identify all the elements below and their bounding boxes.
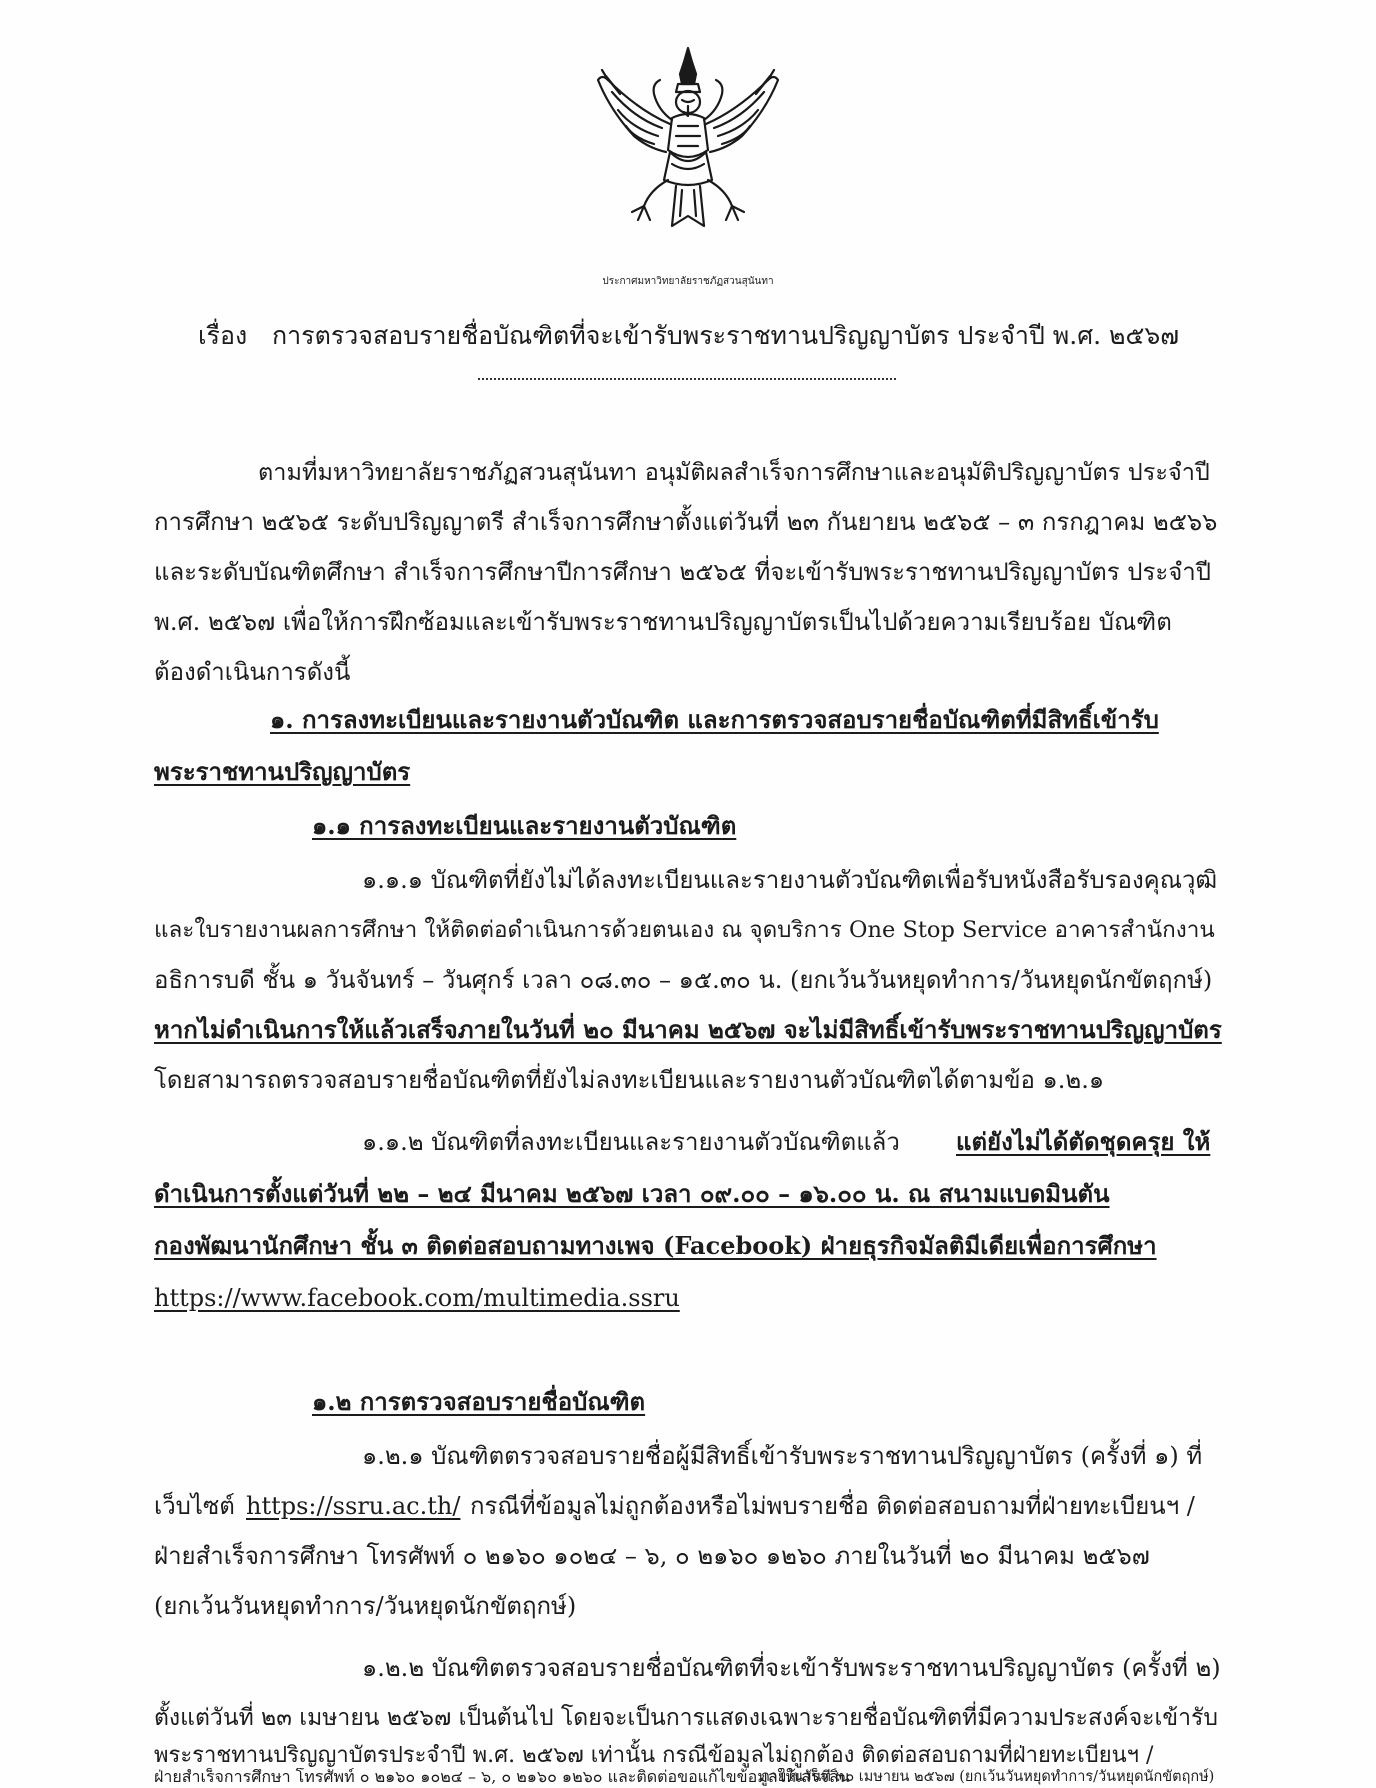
p121-line-2-suffix: กรณีที่ข้อมูลไม่ถูกต้องหรือไม่พบรายชื่อ ติดต่อสอบถามที่ฝ่ายทะเบียนฯ /: [470, 1492, 1195, 1520]
p121-line-4: (ยกเว้นวันหยุดทำการ/วันหยุดนักขัตฤกษ์): [154, 1592, 577, 1620]
facebook-link[interactable]: https://www.facebook.com/multimedia.ssru: [154, 1284, 680, 1312]
p111-line-1: ๑.๑.๑ บัณฑิตที่ยังไม่ได้ลงทะเบียนและรายงานตัวบัณฑิตเพื่อรับหนังสือรับรองคุณวุฒิ: [362, 866, 1218, 894]
p112-line-1-plain: ๑.๑.๒ บัณฑิตที่ลงทะเบียนและรายงานตัวบัณฑิตแล้ว: [362, 1128, 900, 1156]
intro-line-5: ต้องดำเนินการดังนี้: [154, 658, 351, 686]
subsection-1-2-heading: ๑.๒ การตรวจสอบรายชื่อบัณฑิต: [312, 1387, 646, 1416]
garuda-emblem-icon: [588, 40, 788, 240]
announcement-title: ประกาศมหาวิทยาลัยราชภัฏสวนสุนันทา: [602, 276, 774, 287]
intro-line-1: ตามที่มหาวิทยาลัยราชภัฏสวนสุนันทา อนุมัติผลสำเร็จการศึกษาและอนุมัติปริญญาบัตร ประจำปี: [258, 458, 1210, 486]
p111-line-2: และใบรายงานผลการศึกษา ให้ติดต่อดำเนินการด้วยตนเอง ณ จุดบริการ One Stop Service อาคารสำนักงาน: [154, 917, 1215, 943]
subject-text: การตรวจสอบรายชื่อบัณฑิตที่จะเข้ารับพระราชทานปริญญาบัตร ประจำปี พ.ศ. ๒๕๖๗: [272, 321, 1180, 350]
intro-line-3: และระดับบัณฑิตศึกษา สำเร็จการศึกษาปีการศึกษา ๒๕๖๕ ที่จะเข้ารับพระราชทานปริญญาบัตร ประจำปี: [154, 558, 1212, 586]
p111-line-3: อธิการบดี ชั้น ๑ วันจันทร์ – วันศุกร์ เวลา ๐๘.๓๐ – ๑๕.๓๐ น. (ยกเว้นวันหยุดทำการ/วันหยุดนักขัตฤกษ์): [154, 966, 1213, 994]
p121-line-1: ๑.๒.๑ บัณฑิตตรวจสอบรายชื่อผู้มีสิทธิ์เข้ารับพระราชทานปริญญาบัตร (ครั้งที่ ๑) ที่: [362, 1442, 1203, 1470]
p122-line-4: ฝ่ายสำเร็จการศึกษา โทรศัพท์ ๐ ๒๑๖๐ ๑๐๒๔ – ๖, ๐ ๒๑๖๐ ๑๒๖๐ และติดต่อขอแก้ไขข้อมูลให้เสร็จสิ้น: [154, 1768, 850, 1786]
subject-label: เรื่อง: [198, 321, 248, 350]
p112-line-2: ดำเนินการตั้งแต่วันที่ ๒๒ – ๒๔ มีนาคม ๒๕๖๗ เวลา ๐๙.๐๐ – ๑๖.๐๐ น. ณ สนามแบดมินตัน: [154, 1179, 1110, 1208]
section-1-heading-cont: พระราชทานปริญญาบัตร: [154, 757, 411, 786]
p112-line-3: กองพัฒนานักศึกษา ชั้น ๓ ติดต่อสอบถามทางเพจ (Facebook) ฝ่ายธุรกิจมัลติมีเดียเพื่อการศึกษา: [154, 1231, 1157, 1260]
section-1-heading: ๑. การลงทะเบียนและรายงานตัวบัณฑิต และการตรวจสอบรายชื่อบัณฑิตที่มีสิทธิ์เข้ารับ: [270, 705, 1159, 734]
p111-line-5: โดยสามารถตรวจสอบรายชื่อบัณฑิตที่ยังไม่ลงทะเบียนและรายงานตัวบัณฑิตได้ตามข้อ ๑.๒.๑: [154, 1066, 1105, 1094]
p111-line-4-warning: หากไม่ดำเนินการให้แล้วเสร็จภายในวันที่ ๒๐ มีนาคม ๒๕๖๗ จะไม่มีสิทธิ์เข้ารับพระราชทานปริญญาบัตร: [154, 1015, 1222, 1044]
p122-line-5: ภายในวันที่ ๓๐ เมษายน ๒๕๖๗ (ยกเว้นวันหยุดทำการ/วันหยุดนักขัตฤกษ์): [760, 1769, 1215, 1785]
intro-line-2: การศึกษา ๒๕๖๕ ระดับปริญญาตรี สำเร็จการศึกษาตั้งแต่วันที่ ๒๓ กันยายน ๒๕๖๕ – ๓ กรกฎาคม ๒๕๖๖: [154, 508, 1218, 536]
p112-line-1-bold: แต่ยังไม่ได้ตัดชุดครุย ให้: [956, 1127, 1211, 1156]
subsection-1-1-heading: ๑.๑ การลงทะเบียนและรายงานตัวบัณฑิต: [312, 811, 737, 840]
p122-line-2: ตั้งแต่วันที่ ๒๓ เมษายน ๒๕๖๗ เป็นต้นไป โดยจะเป็นการแสดงเฉพาะรายชื่อบัณฑิตที่มีความประสงค์จะเข้ารับ: [154, 1705, 1218, 1731]
p122-line-3: พระราชทานปริญญาบัตรประจำปี พ.ศ. ๒๕๖๗ เท่านั้น กรณีข้อมูลไม่ถูกต้อง ติดต่อสอบถามที่ฝ่ายทะเบียนฯ /: [154, 1743, 1154, 1768]
ssru-website-link[interactable]: https://ssru.ac.th/: [246, 1492, 461, 1520]
p122-line-1: ๑.๒.๒ บัณฑิตตรวจสอบรายชื่อบัณฑิตที่จะเข้ารับพระราชทานปริญญาบัตร (ครั้งที่ ๒): [362, 1654, 1221, 1682]
intro-line-4: พ.ศ. ๒๕๖๗ เพื่อให้การฝึกซ้อมและเข้ารับพระราชทานปริญญาบัตรเป็นไปด้วยความเรียบร้อย บัณฑิต: [154, 608, 1172, 636]
p121-line-3: ฝ่ายสำเร็จการศึกษา โทรศัพท์ ๐ ๒๑๖๐ ๑๐๒๔ – ๖, ๐ ๒๑๖๐ ๑๒๖๐ ภายในวันที่ ๒๐ มีนาคม ๒๕๖๗: [154, 1542, 1150, 1570]
p121-line-2-prefix: เว็บไซต์: [154, 1492, 235, 1520]
dotted-divider: [478, 378, 896, 380]
